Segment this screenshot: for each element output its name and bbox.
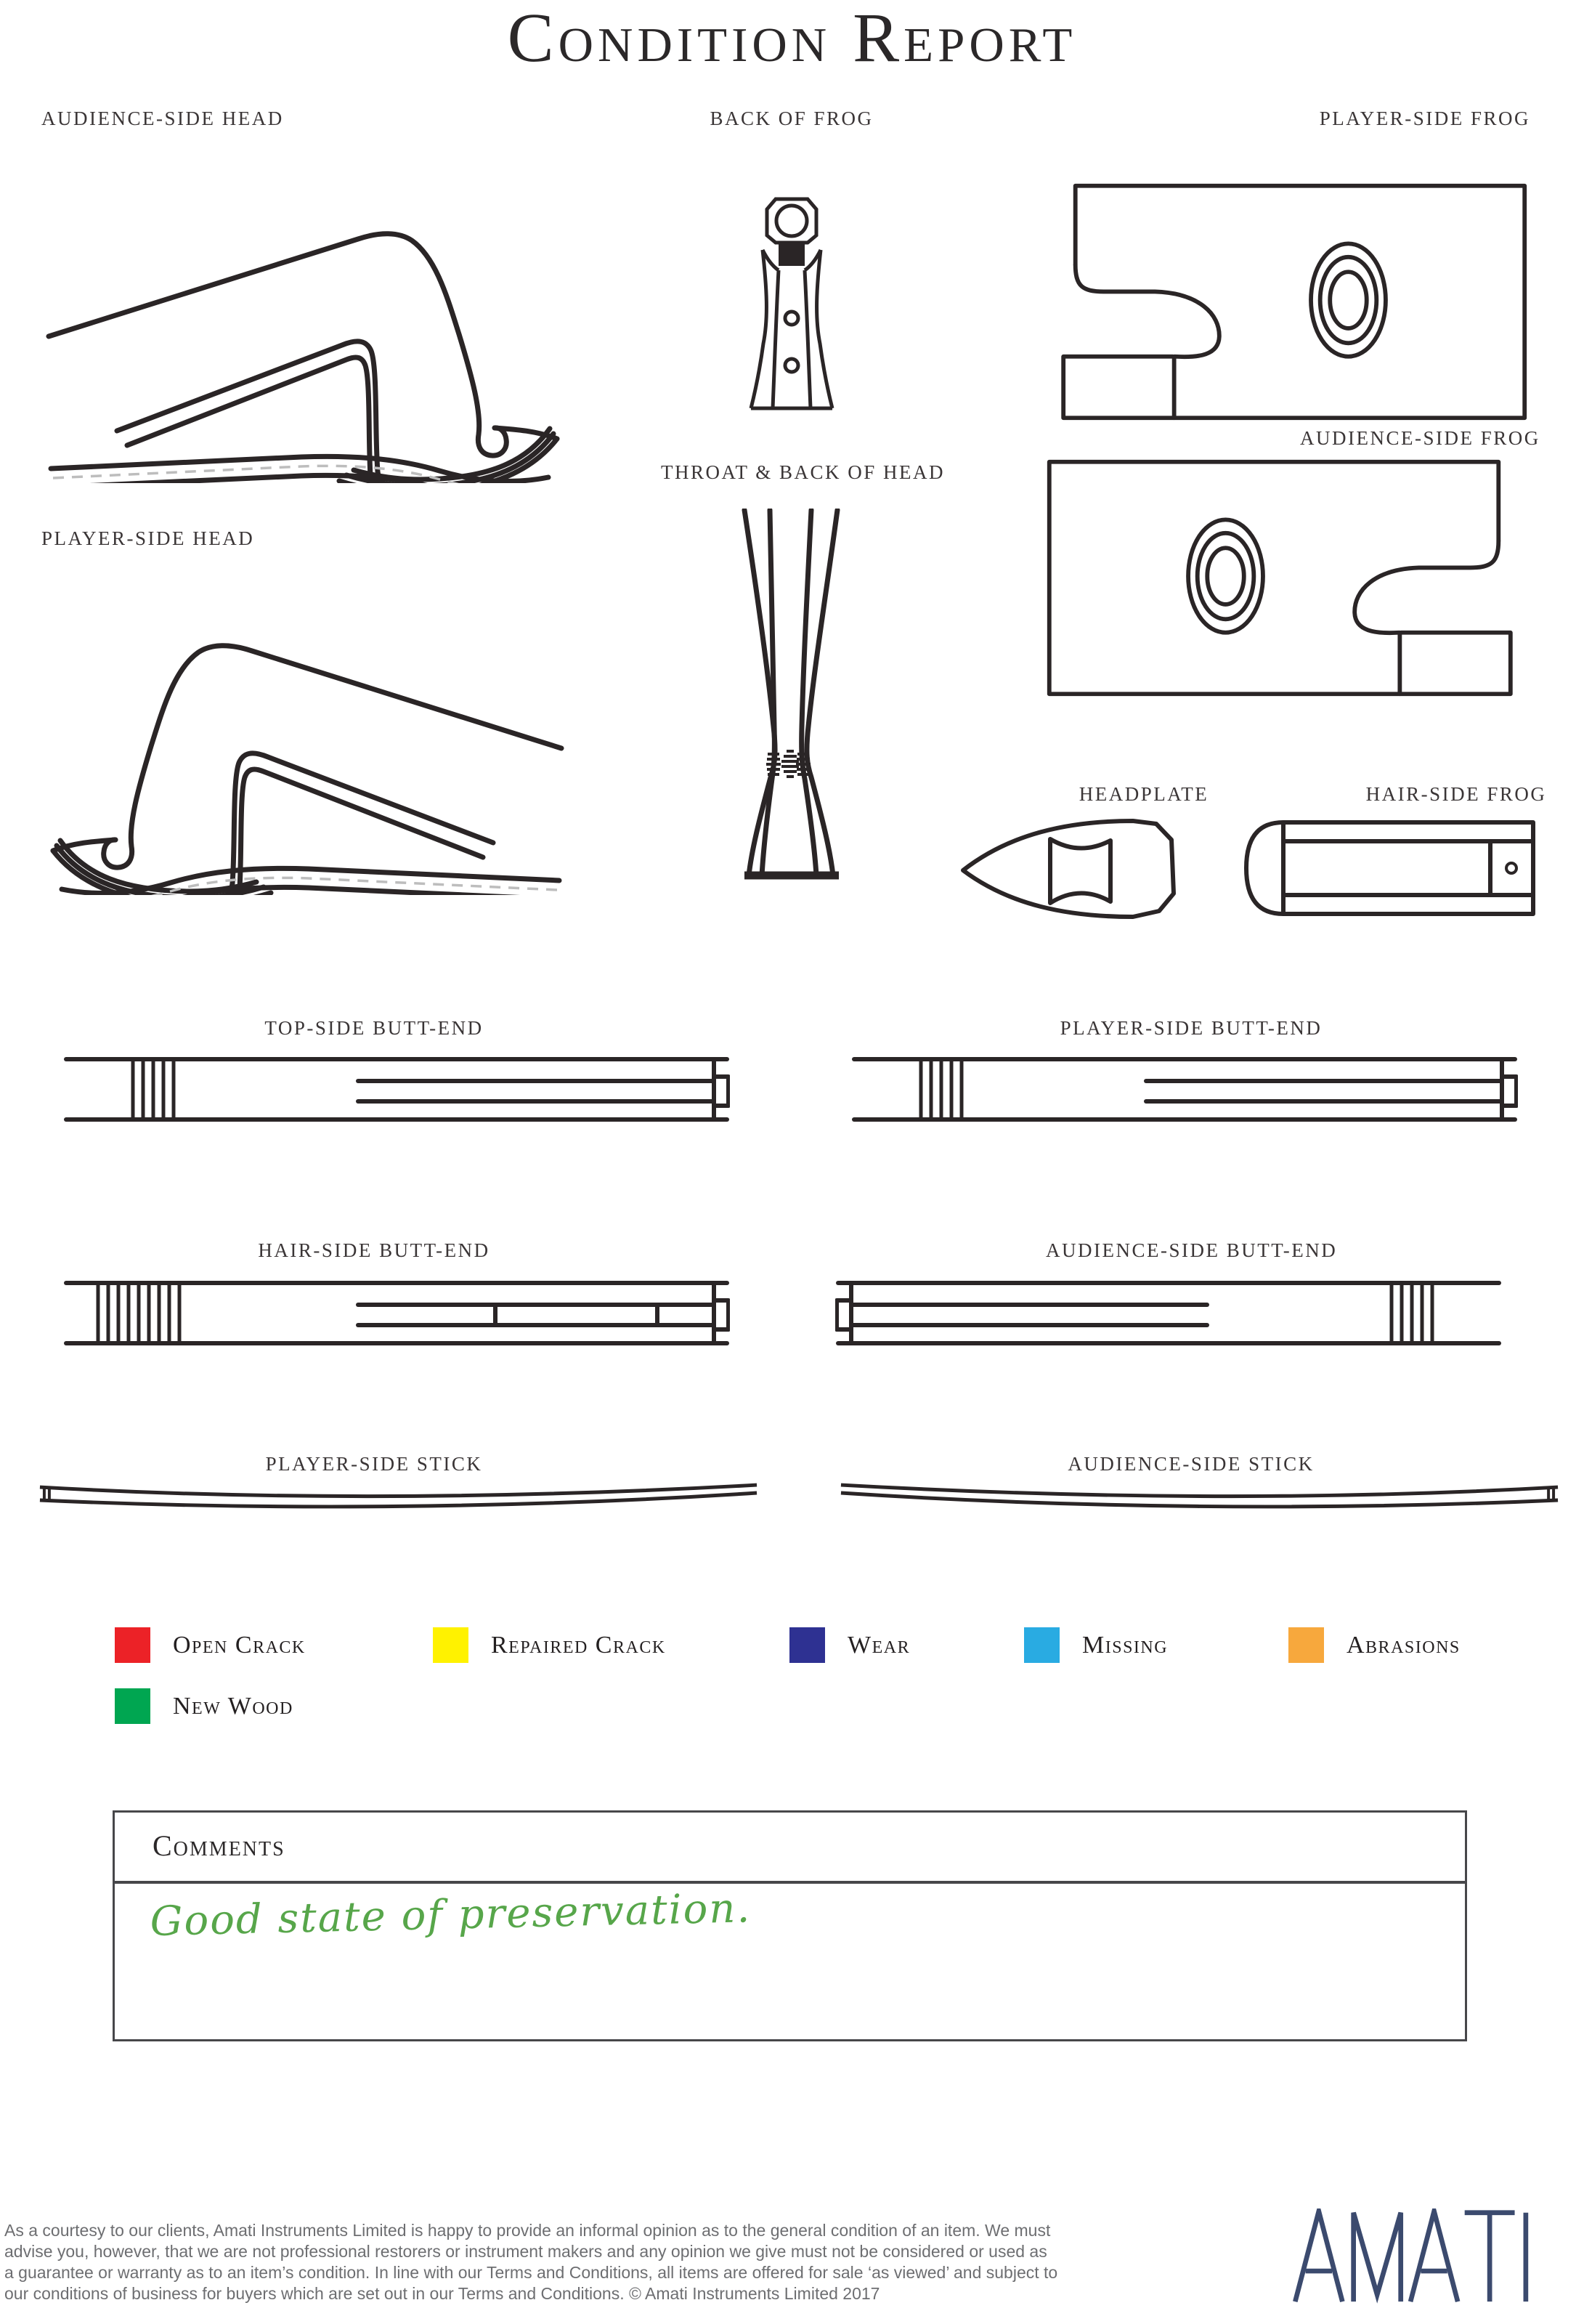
label-back-of-frog: BACK OF FROG <box>710 108 874 129</box>
comments-heading: Comments <box>153 1829 285 1862</box>
label-top-side-butt-end: TOP-SIDE BUTT-END <box>264 1017 484 1039</box>
label-player-side-head: PLAYER-SIDE HEAD <box>41 527 255 549</box>
frog-screw-hole <box>1506 863 1516 873</box>
top-side-butt-end-diagram <box>47 1055 730 1124</box>
label-throat-back-of-head: THROAT & BACK OF HEAD <box>661 461 946 483</box>
legend-label-abrasions: Abrasions <box>1347 1632 1461 1659</box>
legend-label-repaired-crack: Repaired Crack <box>491 1632 666 1659</box>
legend-swatch-wear <box>789 1627 825 1663</box>
legend-swatch-new-wood <box>115 1688 150 1724</box>
legend-swatch-repaired-crack <box>433 1627 468 1663</box>
amati-logo <box>1291 2208 1532 2304</box>
footer-disclaimer <box>4 2220 1057 2304</box>
footer-line-4: our conditions of business for buyers which are set out in our Terms and Conditions. © Amati Instruments Limited 2017 <box>4 2284 880 2303</box>
player-side-head-diagram <box>11 561 599 895</box>
frog-pin-upper <box>785 312 798 325</box>
legend-swatch-abrasions <box>1288 1627 1324 1663</box>
footer-line-2: advise you, however, that we are not professional restorers or instrument makers and any opinion we give must not be considered or used as <box>4 2242 1047 2261</box>
audience-side-stick-diagram <box>835 1479 1565 1510</box>
label-audience-side-frog: AUDIENCE-SIDE FROG <box>1300 427 1540 449</box>
throat-back-of-head-diagram <box>730 509 853 894</box>
hair-side-frog-diagram <box>1243 819 1536 917</box>
label-audience-side-butt-end: AUDIENCE-SIDE BUTT-END <box>1046 1239 1338 1261</box>
frog-pin-lower <box>785 359 798 372</box>
player-side-frog-diagram <box>1044 180 1530 424</box>
legend-swatch-missing <box>1024 1627 1060 1663</box>
label-player-side-frog: PLAYER-SIDE FROG <box>1319 108 1530 129</box>
footer-line-3: a guarantee or warranty as to an item’s condition. In line with our Terms and Conditions, all items are offered for sale ‘as viewed’ and subject to <box>4 2263 1058 2282</box>
label-hair-side-frog: HAIR-SIDE FROG <box>1365 783 1547 805</box>
hair-side-butt-end-diagram <box>47 1279 730 1348</box>
comments-box <box>113 1810 1467 2041</box>
player-side-stick-diagram <box>33 1479 763 1510</box>
legend-label-new-wood: New Wood <box>173 1693 293 1720</box>
label-player-side-butt-end: PLAYER-SIDE BUTT-END <box>1060 1017 1323 1039</box>
label-audience-side-stick: AUDIENCE-SIDE STICK <box>1068 1453 1315 1475</box>
legend-label-wear: Wear <box>848 1632 911 1659</box>
back-of-frog-diagram <box>734 195 850 413</box>
legend-swatch-open-crack <box>115 1627 150 1663</box>
label-audience-side-head: AUDIENCE-SIDE HEAD <box>41 108 284 129</box>
legend-label-missing: Missing <box>1082 1632 1169 1659</box>
comments-handwritten-text: Good state of preservation. <box>150 1884 752 1946</box>
comments-divider <box>114 1881 1466 1884</box>
audience-side-head-diagram <box>11 149 599 483</box>
footer-line-1: As a courtesy to our clients, Amati Instruments Limited is happy to provide an informal opinion as to the general condition of an item. We must <box>4 2221 1051 2240</box>
audience-side-frog-diagram <box>1044 456 1530 700</box>
headplate-diagram <box>959 815 1198 924</box>
label-headplate: HEADPLATE <box>1079 783 1209 805</box>
label-player-side-stick: PLAYER-SIDE STICK <box>265 1453 483 1475</box>
audience-side-butt-end-diagram <box>835 1279 1518 1348</box>
label-hair-side-butt-end: HAIR-SIDE BUTT-END <box>258 1239 490 1261</box>
legend-label-open-crack: Open Crack <box>173 1632 306 1659</box>
player-side-butt-end-diagram <box>835 1055 1518 1124</box>
page-title: Condition Report <box>507 0 1077 76</box>
